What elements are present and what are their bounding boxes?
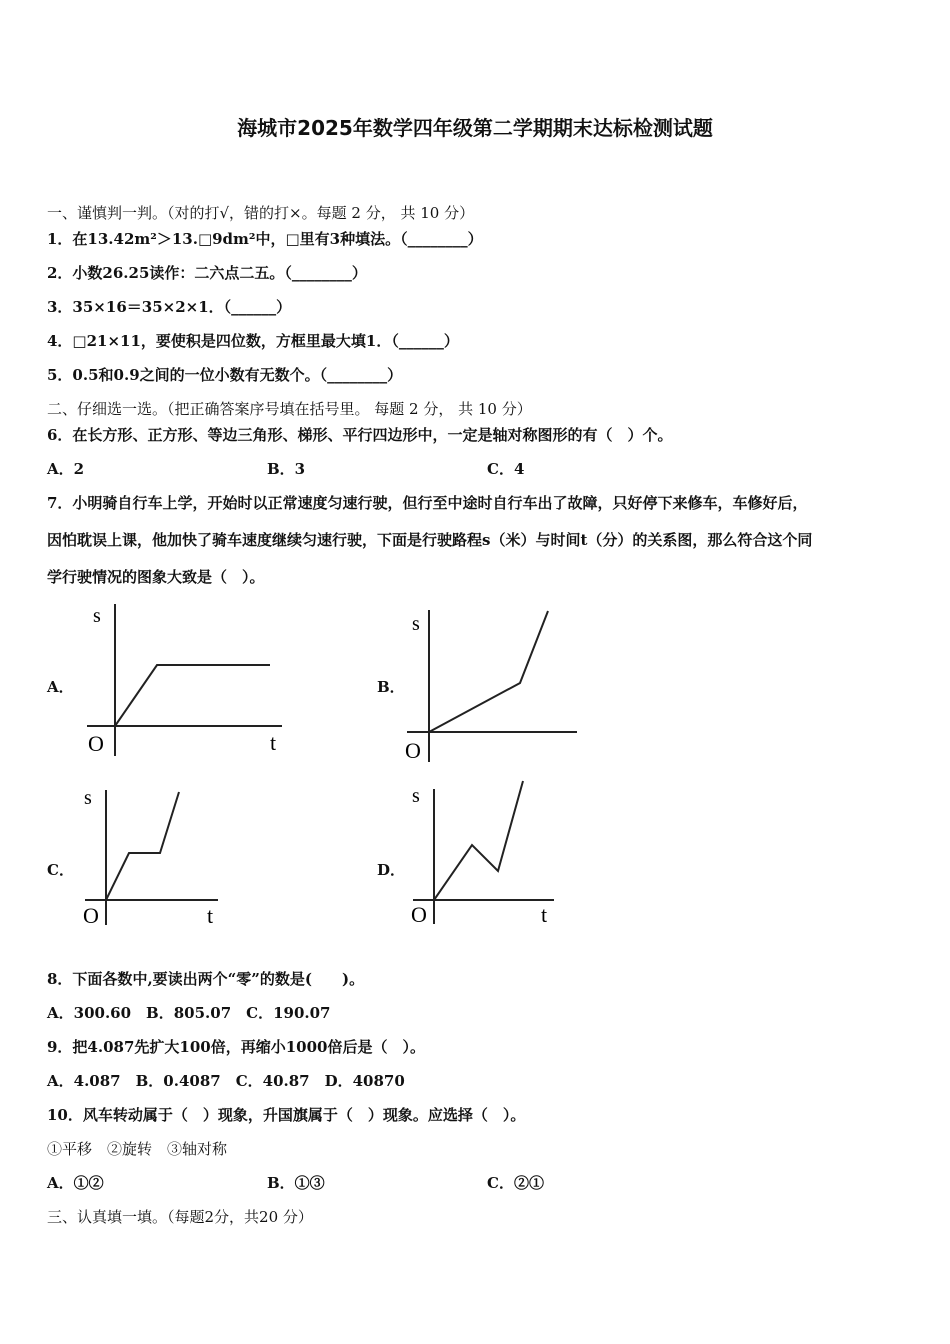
graph-b-s-label: s xyxy=(412,613,420,635)
graph-c-s-label: s xyxy=(84,787,92,809)
graph-d xyxy=(408,777,558,927)
graph-d-origin: O xyxy=(411,902,427,927)
q10-option-c: C．②① xyxy=(487,1174,544,1192)
graph-a-s-label: s xyxy=(93,605,101,627)
q10-option-b: B．①③ xyxy=(267,1174,325,1192)
graph-c-t-label: t xyxy=(207,903,214,928)
graph-b-line xyxy=(429,611,548,732)
graph-a-label: A． xyxy=(47,678,74,696)
q8-options: A．300.60 B．805.07 C．190.07 xyxy=(47,1004,331,1022)
q6-option-c: C．4 xyxy=(487,460,525,478)
question-7-line-3: 学行驶情况的图象大致是（ ）。 xyxy=(47,568,265,586)
question-7-line-2: 因怕耽误上课，他加快了骑车速度继续匀速行驶，下面是行驶路程s（米）与时间t（分）的关系图，那么符合这个同 xyxy=(47,531,813,549)
graph-a-t-label: t xyxy=(270,730,277,755)
section3-header: 三、认真填一填。（每题2分，共20 分） xyxy=(47,1208,313,1226)
graph-b-label: B． xyxy=(377,678,405,696)
q9-options: A．4.087 B．0.4087 C．40.87 D．40870 xyxy=(47,1072,405,1090)
graph-d-label: D． xyxy=(377,861,406,879)
question-10: 10．风车转动属于（ ）现象，升国旗属于（ ）现象。应选择（ ）。 xyxy=(47,1106,526,1124)
section2-header: 二、仔细选一选。（把正确答案序号填在括号里。 每题 2 分， 共 10 分） xyxy=(47,400,532,418)
question-4: 4．□21×11，要使积是四位数，方框里最大填1．（______） xyxy=(47,332,459,350)
graph-d-t-label: t xyxy=(541,902,548,927)
graph-c-line xyxy=(106,792,179,900)
graph-d-line xyxy=(434,781,523,900)
question-3: 3．35×16＝35×2×1．（______） xyxy=(47,298,292,316)
question-8: 8．下面各数中,要读出两个“零”的数是( )。 xyxy=(47,970,365,988)
graph-b-origin: O xyxy=(405,738,421,763)
question-7-line-1: 7．小明骑自行车上学，开始时以正常速度匀速行驶，但行至中途时自行车出了故障，只好停下来修车，车修好后， xyxy=(47,494,808,512)
graph-c xyxy=(80,785,230,930)
question-1: 1．在13.42m²＞13.□9dm²中，□里有3种填法。（________） xyxy=(47,230,483,248)
q6-option-a: A．2 xyxy=(47,460,85,478)
question-5: 5．0.5和0.9之间的一位小数有无数个。（________） xyxy=(47,366,403,384)
graph-a xyxy=(82,598,302,758)
graph-c-label: C． xyxy=(47,861,74,879)
question-2: 2．小数26.25读作：二六点二五。（________） xyxy=(47,264,367,282)
q10-option-a: A．①② xyxy=(47,1174,104,1192)
graph-c-origin: O xyxy=(83,903,99,928)
graph-d-s-label: s xyxy=(412,785,420,807)
q6-option-b: B．3 xyxy=(267,460,306,478)
graph-a-line xyxy=(115,665,270,726)
question-6: 6．在长方形、正方形、等边三角形、梯形、平行四边形中，一定是轴对称图形的有（ ）个。 xyxy=(47,426,673,444)
q10-choices: ①平移 ②旋转 ③轴对称 xyxy=(47,1140,228,1158)
graph-a-origin: O xyxy=(88,731,104,756)
graph-b xyxy=(402,605,582,765)
question-9: 9．把4.087先扩大100倍，再缩小1000倍后是（ ）。 xyxy=(47,1038,425,1056)
section1-header: 一、谨慎判一判。（对的打√，错的打×。每题 2 分， 共 10 分） xyxy=(47,204,475,222)
page-title: 海城市2025年数学四年级第二学期期末达标检测试题 xyxy=(237,116,713,140)
